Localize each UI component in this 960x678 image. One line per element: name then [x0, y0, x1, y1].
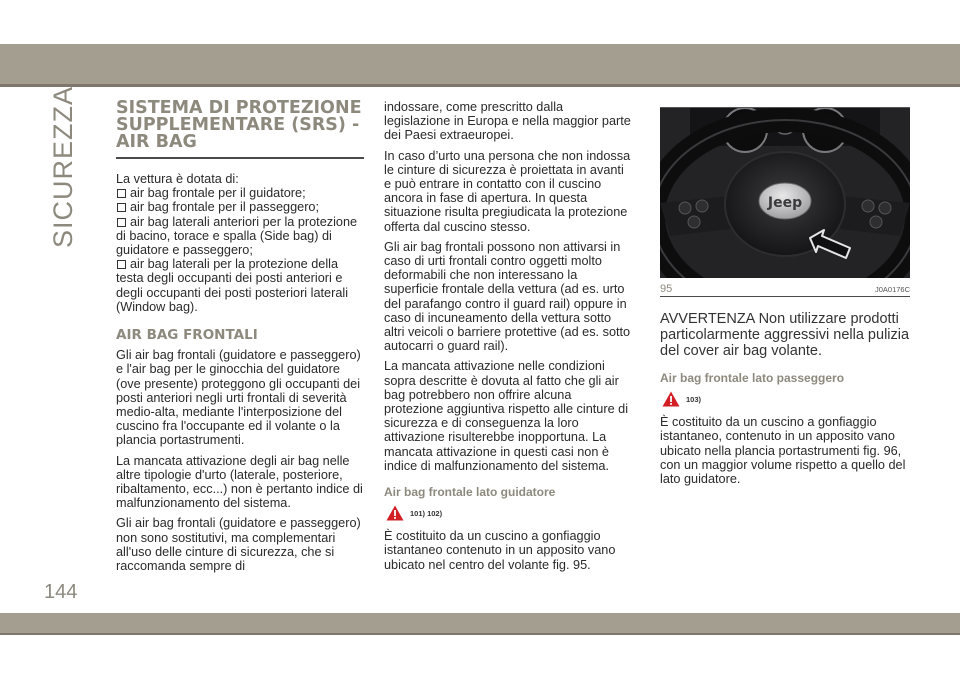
jeep-logo-text: Jeep [767, 195, 803, 211]
page-number: 144 [44, 581, 78, 603]
warning-refs: 103) [686, 395, 702, 405]
bottom-band [0, 613, 960, 633]
body-paragraph: È costituito da un cuscino a gonfiaggio istantaneo contenuto in un apposito vano ubicato nel centro del volante fig. 95. [384, 529, 616, 572]
warning-refs: 101) 102) [410, 509, 443, 519]
side-title-text: SICUREZZA [48, 85, 78, 248]
bullet-item [116, 200, 364, 214]
warning-triangle-icon [386, 505, 404, 521]
driver-airbag-heading: Air bag frontale lato guidatore [384, 485, 556, 500]
bullet-text: air bag frontale per il passeggero; [130, 200, 320, 215]
checkbox-icon [117, 203, 126, 212]
section-side-title [16, 85, 80, 248]
title-line: SUPPLEMENTARE (SRS) - [116, 115, 360, 135]
top-margin [0, 0, 960, 44]
figure-code: J0A0176C [874, 285, 910, 294]
body-paragraph: In caso d’urto una persona che non indossa le cinture di sicurezza è proiettata in avanti e può entrare in contatto con il cuscino ancora in fase di apertura. In questa situazione risulta pregiudicata la protezione offerta dal cuscino stesso. [384, 148, 631, 234]
body-paragraph: La mancata attivazione nelle condizioni sopra descritte è dovuta al fatto che gli air bag potrebbero non offrire alcuna protezione aggiuntiva rispetto alle cinture di sicurezza e di conseguenza la loro attivazione risulterebbe inopportuna. La mancata attivazione in questi casi non è indice di malfunzionamento del sistema. [384, 359, 629, 473]
title-line: SISTEMA DI PROTEZIONE [116, 98, 362, 118]
page-title [116, 100, 364, 159]
body-paragraph: indossare, come prescritto dalla legislazione in Europa e nella maggior parte dei Paesi extraeuropei. [384, 100, 631, 143]
bullet-text: air bag laterali per la protezione della testa degli occupanti dei posti anteriori e degli occupanti dei posti posteriori laterali (Window bag). [116, 257, 349, 314]
body-paragraph: La mancata attivazione degli air bag nelle altre tipologie d'urto (laterale, posteriore, ribaltamento, ecc...) non è pertanto indice di malfunzionamento del sistema. [116, 453, 363, 511]
warning-reference [660, 389, 910, 411]
steering-wheel-figure [660, 107, 910, 278]
body-paragraph: Gli air bag frontali (guidatore e passeggero) non sono sostitutivi, ma complementari all'uso delle cinture di sicurezza, che si raccomanda sempre di [116, 516, 361, 574]
section-heading: AIR BAG FRONTALI [116, 327, 258, 344]
figure-number: 95 [660, 283, 673, 295]
bullet-text: air bag laterali anteriori per la protezione di bacino, torace e spalla (Side bag) di guidatore e passeggero; [116, 214, 358, 258]
checkbox-icon [117, 218, 126, 227]
body-paragraph: È costituito da un cuscino a gonfiaggio istantaneo, contenuto in un apposito vano ubicato nella plancia portastrumenti fig. 96, con un maggior volume rispetto a quello del lato guidatore. [660, 415, 906, 487]
bullet-text: air bag frontale per il guidatore; [130, 186, 306, 201]
bullet-item [116, 257, 364, 314]
column-1 [116, 100, 364, 579]
warning-triangle-icon [662, 391, 680, 407]
warning-note: AVVERTENZA Non utilizzare prodotti particolarmente aggressivi nella pulizia del cover air bag volante. [660, 311, 910, 359]
body-paragraph: Gli air bag frontali (guidatore e passeggero) e l'air bag per le ginocchia del guidatore (ove presente) proteggono gli occupanti dei posti anteriori negli urti frontali di severità medio-alta, mediante l'interposizione del cuscino fra l'occupante ed il volante o la plancia portastrumenti. [116, 348, 361, 448]
checkbox-icon [117, 260, 126, 269]
warning-reference [384, 503, 632, 525]
steering-wheel-image [660, 108, 910, 278]
bullet-item [116, 215, 364, 258]
bottom-band-rule [0, 633, 960, 635]
top-band [0, 44, 960, 84]
top-band-rule [0, 84, 960, 87]
title-line: AIR BAG [116, 132, 197, 152]
body-paragraph: Gli air bag frontali possono non attivarsi in caso di urti frontali contro oggetti molto deformabili che non interessano la superficie frontale della vettura (ad es. urto del parafango contro il guard rail) oppure in caso di incuneamento della vettura sotto altri veicoli o barriere protettive (ad es. sotto autocarri o guard rail). [384, 239, 631, 354]
checkbox-icon [117, 189, 126, 198]
column-2 [384, 100, 632, 578]
intro-text: La vettura è dotata di: [116, 172, 239, 186]
bullet-item [116, 186, 364, 200]
figure-caption [660, 278, 910, 297]
passenger-airbag-heading: Air bag frontale lato passeggero [660, 371, 845, 385]
column-3 [660, 101, 910, 492]
bullet-list [116, 186, 364, 314]
